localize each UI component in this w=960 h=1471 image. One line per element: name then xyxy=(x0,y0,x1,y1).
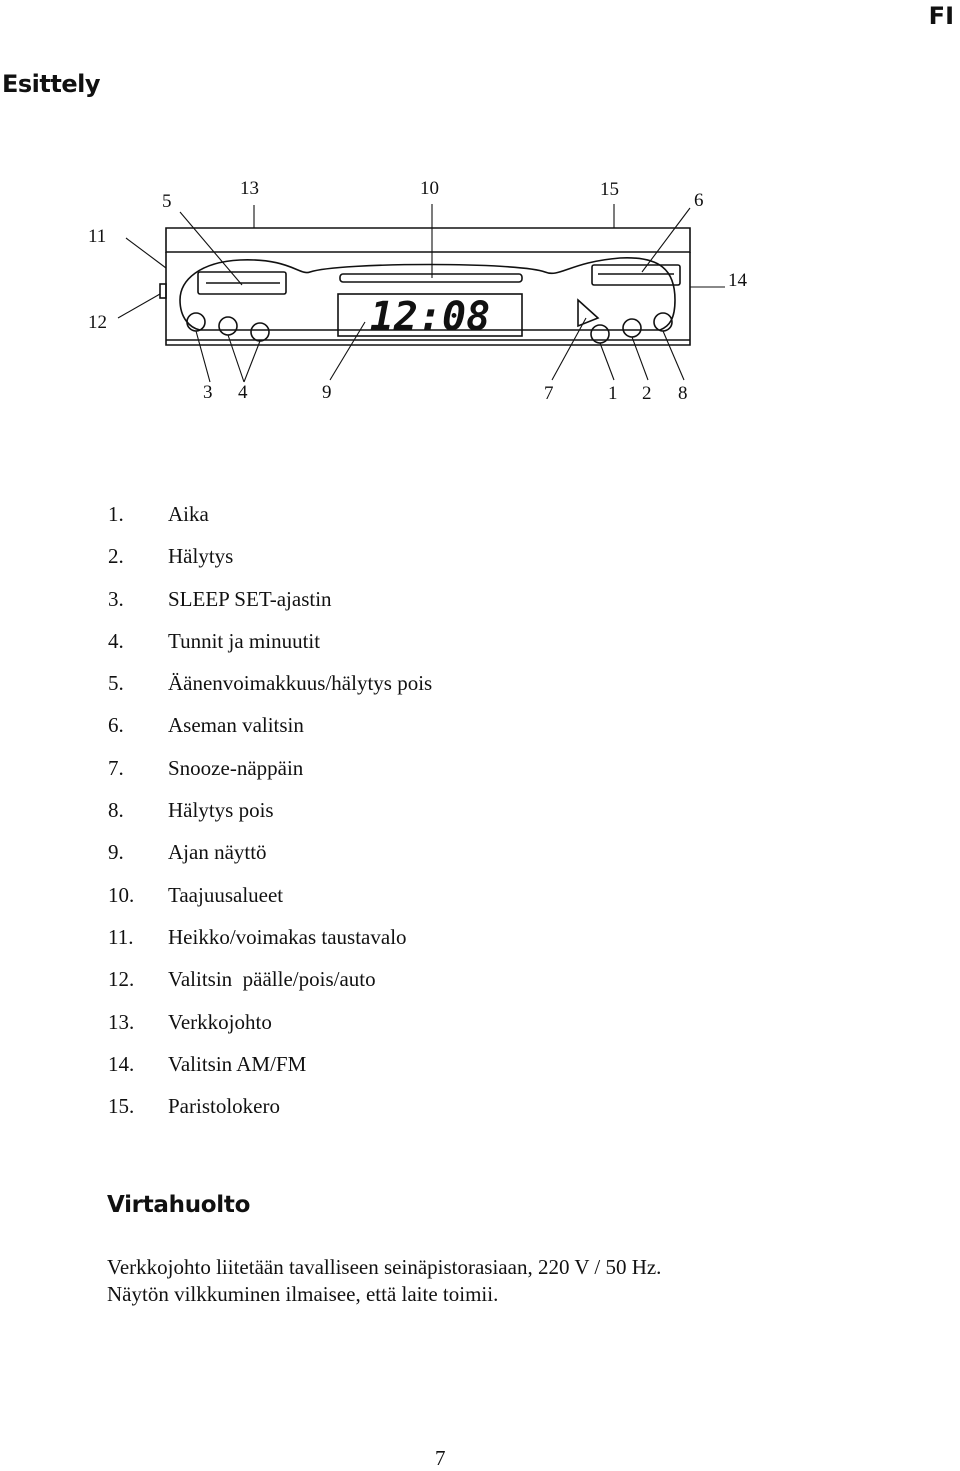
list-item: 13. Verkkojohto xyxy=(108,1009,272,1034)
callout-9: 9 xyxy=(322,382,332,403)
alarm-button xyxy=(623,319,641,337)
list-item: 9. Ajan näyttö xyxy=(108,840,267,865)
frequency-band-scale xyxy=(340,274,522,282)
section-line-1: Verkkojohto liitetään tavalliseen seinäpistorasiaan, 220 V / 50 Hz. xyxy=(107,1255,662,1279)
hour-minute-button xyxy=(219,317,237,335)
power-mode-switch xyxy=(160,284,166,298)
device-top-edge xyxy=(166,228,690,252)
list-item: 12. Valitsin päälle/pois/auto xyxy=(108,967,376,992)
section-line-2: Näytön vilkkuminen ilmaisee, että laite toimii. xyxy=(107,1282,499,1306)
radio-clock-diagram xyxy=(0,160,960,420)
section-body xyxy=(107,1254,661,1308)
list-item: 7. Snooze-näppäin xyxy=(108,755,304,780)
list-item: 5. Äänenvoimakkuus/hälytys pois xyxy=(108,671,433,696)
callout-4: 4 xyxy=(238,382,248,403)
callout-14: 14 xyxy=(728,270,747,291)
list-item: 4. Tunnit ja minuutit xyxy=(108,628,321,653)
tuning-dial-window xyxy=(592,265,680,285)
callout-13: 13 xyxy=(240,178,259,199)
list-item: 15. Paristolokero xyxy=(108,1094,280,1119)
snooze-button xyxy=(578,300,598,326)
list-item: 3. SLEEP SET-ajastin xyxy=(108,586,332,611)
callout-12: 12 xyxy=(88,312,107,333)
list-item: 2. Hälytys xyxy=(108,544,234,569)
callout-10: 10 xyxy=(420,178,439,199)
callout-2: 2 xyxy=(642,383,652,404)
hour-minute-button-2 xyxy=(251,323,269,341)
parts-legend xyxy=(108,500,432,1134)
section-title: Virtahuolto xyxy=(107,1192,251,1218)
callout-1: 1 xyxy=(608,383,618,404)
list-item: 8. Hälytys pois xyxy=(108,798,274,823)
callout-11: 11 xyxy=(88,226,107,247)
list-item: 6. Aseman valitsin xyxy=(108,713,304,738)
callout-8: 8 xyxy=(678,383,688,404)
list-item: 11. Heikko/voimakas taustavalo xyxy=(108,924,407,949)
callout-6: 6 xyxy=(694,190,704,211)
callout-5: 5 xyxy=(162,191,172,212)
list-item: 14. Valitsin AM/FM xyxy=(108,1051,307,1076)
list-item: 10. Taajuusalueet xyxy=(108,882,284,907)
callout-15: 15 xyxy=(600,179,619,200)
callout-7: 7 xyxy=(544,383,554,404)
page-title: Esittely xyxy=(2,70,100,98)
page-number: 7 xyxy=(435,1446,446,1470)
list-item: 1. Aika xyxy=(108,502,209,526)
callout-3: 3 xyxy=(203,382,213,403)
time-display-digits: 12:08 xyxy=(369,294,491,340)
language-code: FI xyxy=(928,2,954,30)
